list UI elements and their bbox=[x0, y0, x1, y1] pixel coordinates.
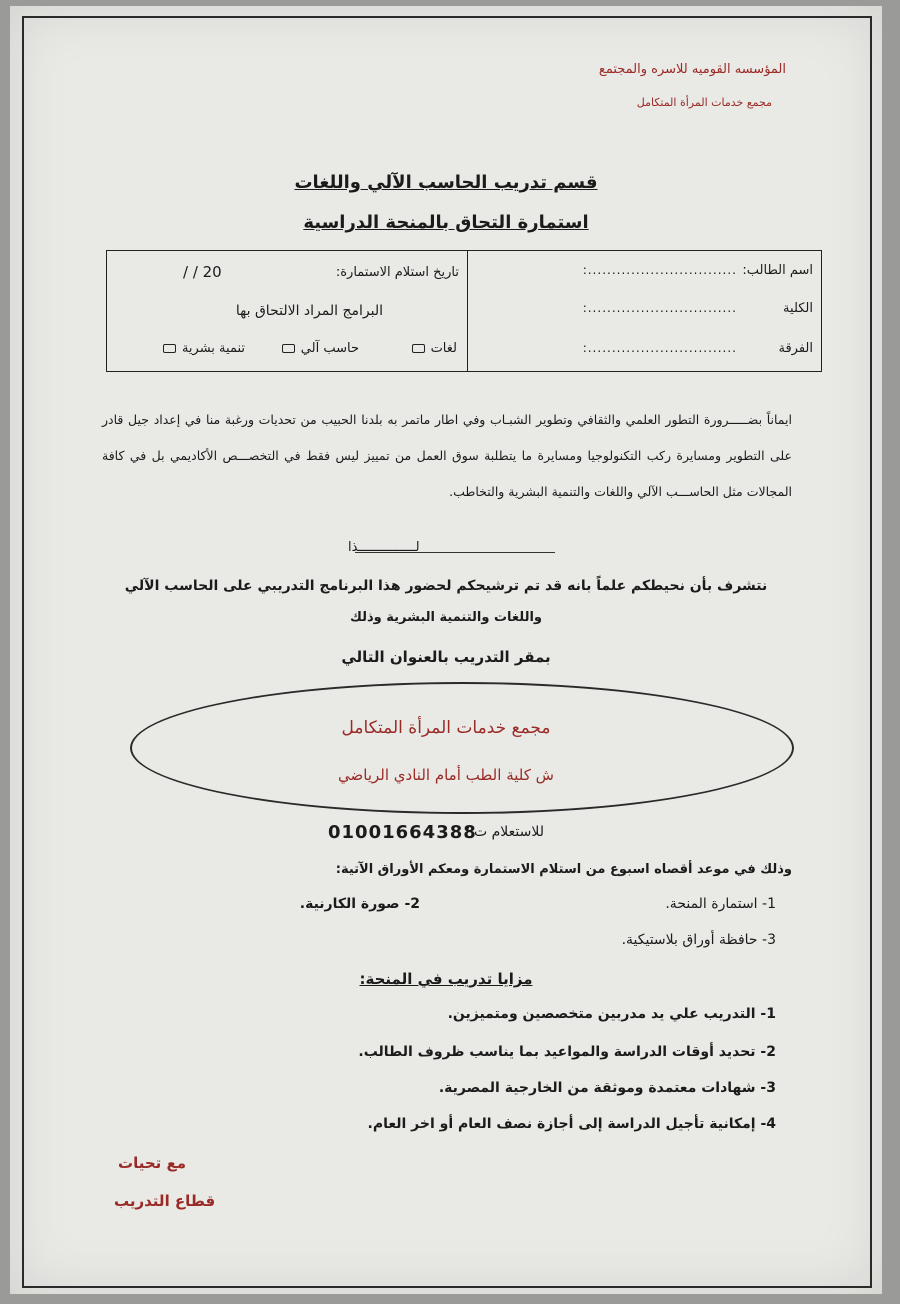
student-name-label: اسم الطالب: bbox=[742, 263, 813, 278]
signature-sector: قطاع التدريب bbox=[114, 1192, 216, 1210]
advantages-title: مزايا تدريب في المنحة: bbox=[359, 970, 533, 988]
checkbox-icon[interactable] bbox=[282, 344, 295, 353]
therefore-underline bbox=[355, 552, 555, 553]
org-subname: مجمع خدمات المرأة المتكامل bbox=[636, 96, 772, 109]
inquiry-label: للاستعلام ت / bbox=[464, 824, 544, 840]
receipt-date-value[interactable]: / / 20 bbox=[183, 263, 222, 281]
student-name-field[interactable]: ...............................: bbox=[582, 263, 737, 277]
document-page bbox=[10, 6, 882, 1294]
checkbox-icon[interactable] bbox=[412, 344, 425, 353]
box-divider bbox=[467, 251, 468, 371]
advantage-item: 4- إمكانية تأجيل الدراسة إلى أجازة نصف العام أو اخر العام. bbox=[367, 1116, 776, 1132]
advantage-item: 3- شهادات معتمدة وموثقة من الخارجية المصرية. bbox=[438, 1080, 776, 1096]
programs-label: البرامج المراد الالتحاق بها bbox=[235, 303, 383, 319]
department-title: قسم تدريب الحاسب الآلي واللغات bbox=[294, 172, 598, 193]
year-label: الفرقة bbox=[778, 341, 813, 356]
faculty-label: الكلية bbox=[783, 301, 813, 316]
option-label: لغات bbox=[430, 341, 457, 356]
therefore-label: لـــــــــــــــذا bbox=[348, 540, 420, 555]
option-label: تنمية بشرية bbox=[181, 341, 245, 356]
phone-number: 01001664388 bbox=[328, 822, 477, 843]
receipt-date-label: تاريخ استلام الاستمارة: bbox=[335, 265, 459, 280]
option-human-development[interactable] bbox=[163, 341, 245, 356]
org-name: المؤسسه القوميه للاسره والمجتمع bbox=[598, 62, 786, 77]
checkbox-icon[interactable] bbox=[163, 344, 176, 353]
signature-greeting: مع تحيات bbox=[118, 1154, 187, 1172]
student-info-box bbox=[106, 250, 822, 372]
year-field[interactable]: ...............................: bbox=[582, 341, 737, 355]
faculty-field[interactable]: ...............................: bbox=[582, 301, 737, 315]
notice-line-1: نتشرف بأن نحيطكم علماً بانه قد تم ترشيحكم لحضور هذا البرنامج التدريبي على الحاسب الآلي bbox=[124, 578, 768, 594]
option-label: حاسب آلي bbox=[300, 341, 359, 356]
document-item: 3- حافظة أوراق بلاستيكية. bbox=[621, 932, 776, 948]
document-item: 1- استمارة المنحة. bbox=[665, 896, 776, 912]
advantage-item: 2- تحديد أوقات الدراسة والمواعيد بما يناسب ظروف الطالب. bbox=[358, 1044, 776, 1060]
address-street: ش كلية الطب أمام النادي الرياضي bbox=[338, 766, 554, 784]
form-title: استمارة التحاق بالمنحة الدراسية bbox=[303, 212, 589, 233]
option-computer[interactable] bbox=[282, 341, 359, 356]
address-name: مجمع خدمات المرأة المتكامل bbox=[341, 718, 551, 738]
notice-line-3: بمقر التدريب بالعنوان التالي bbox=[341, 648, 551, 666]
option-languages[interactable] bbox=[412, 341, 457, 356]
documents-intro: وذلك في موعد أقصاه اسبوع من استلام الاستمارة ومعكم الأوراق الآتية: bbox=[335, 862, 792, 877]
notice-line-2: واللغات والتنمية البشرية وذلك bbox=[350, 610, 542, 625]
address-ellipse bbox=[130, 682, 794, 814]
document-item: 2- صورة الكارنية. bbox=[299, 896, 420, 912]
advantage-item: 1- التدريب علي يد مدربين متخصصين ومتميزين. bbox=[447, 1006, 776, 1022]
intro-paragraph: ايماناً بضـــــرورة التطور العلمي والثقافي وتطوير الشبـاب وفي اطار ماتمر به بلدنا الحبيب من تحديات ورغبة منا في إعداد جيل قادر على التطوير ومسايرة ركب التكنولوجيا ومسايرة ما يتطلبة سوق العمل من تمييز ليس فقط في التخصـــص الأكاديمي بل في كافة المجالات مثل الحاســـب الآلي واللغات والتنمية البشرية والتخاطب. bbox=[102, 412, 792, 499]
